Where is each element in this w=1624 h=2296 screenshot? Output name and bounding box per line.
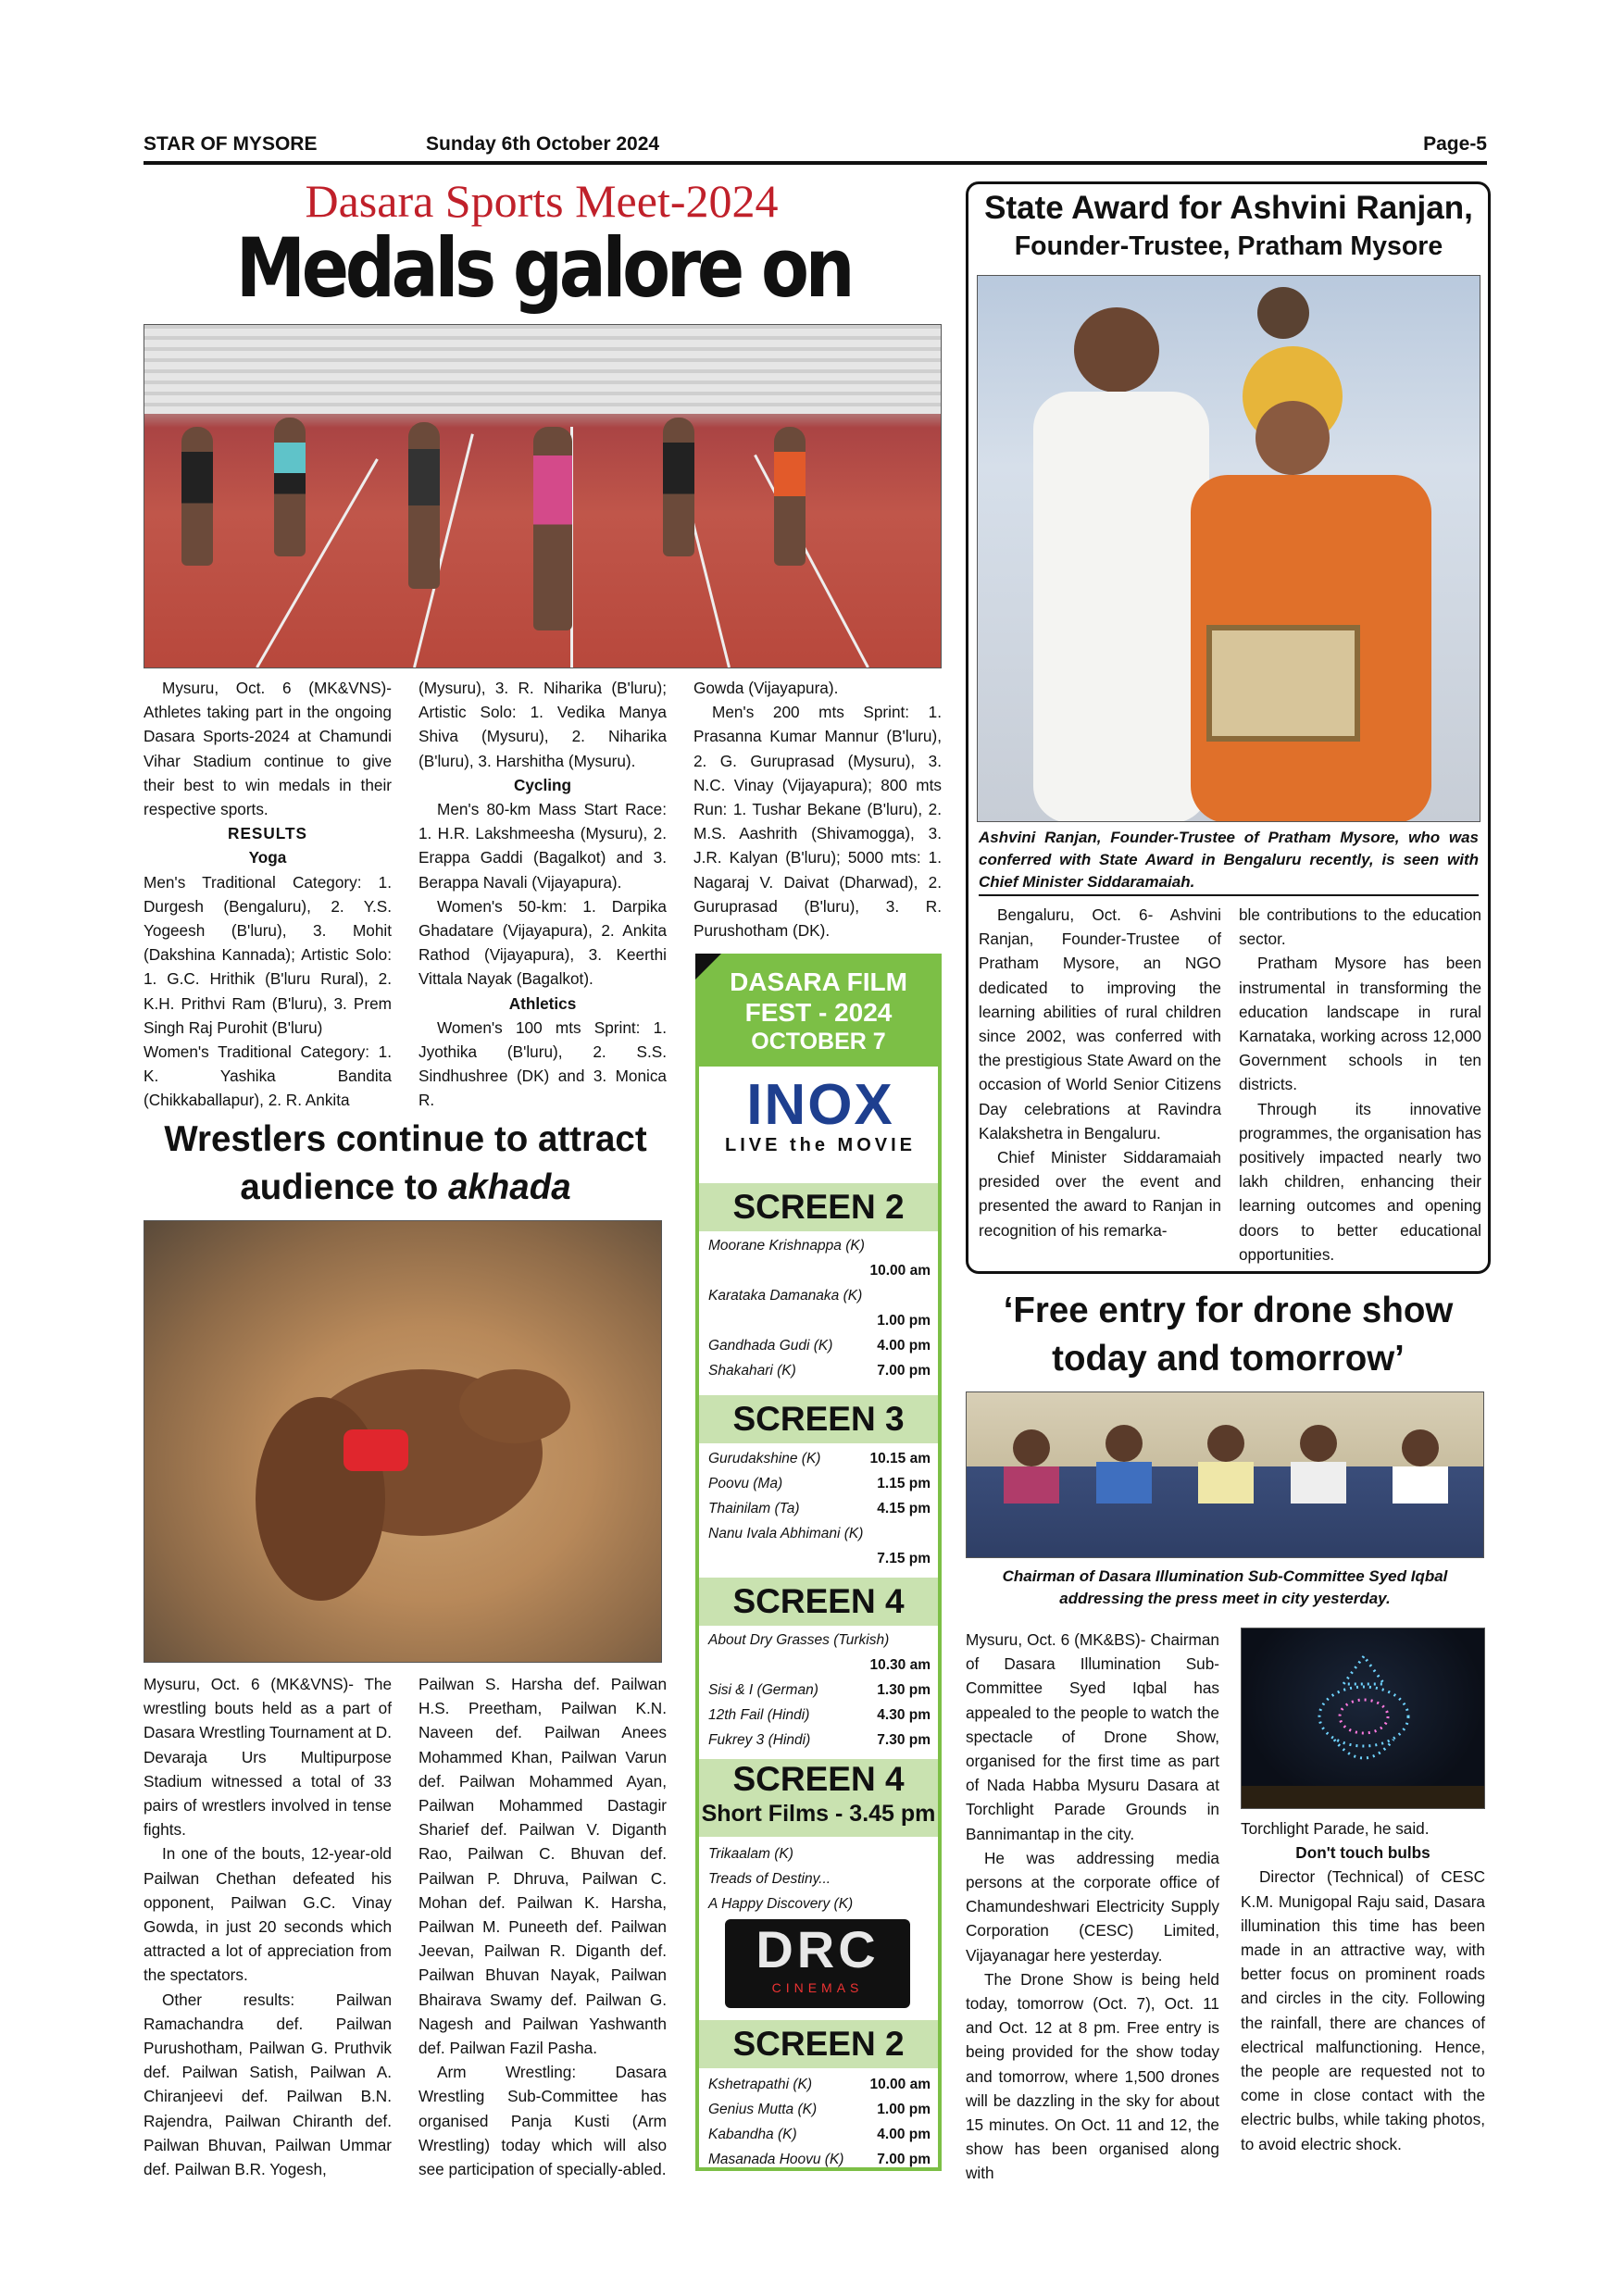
cycling-subhead: Cycling — [513, 775, 572, 794]
film-fest-banner-line1: DASARA FILM — [730, 967, 907, 996]
wrestling-results-para: Other results: Pailwan Ramachandra def. Pailwan Purushotham, Pailwan G. Pruthvik def. Pailwan Satish, Pailwan A. Chiranjeevi def. Pailwan B.N. Rajendra, Pailwan Chiranth def. Pailwan Bhuvan, Pailwan Ummar def. Pailwan B.R. Yogesh, — [144, 1990, 392, 2179]
yoga-women-results-cont: (Mysuru), 3. R. Niharika (B'luru); Artistic Solo: 1. Vedika Manya Shiva (Mysuru), 2. Niharika (B'luru), 3. Harshitha (Mysuru). — [418, 679, 667, 770]
paper-name: STAR OF MYSORE — [144, 133, 318, 155]
film-listing: Genius Mutta (K) 1.00 pm — [708, 2102, 931, 2117]
inox-wordmark: INOX — [746, 1073, 894, 1137]
film-listing: Nanu Ivala Abhimani (K) 7.15 pm — [708, 1526, 931, 1566]
wrestling-results-cont: Pailwan S. Harsha def. Pailwan H.S. Preetham, Pailwan K.N. Naveen def. Pailwan Anees Mohammed Khan, Pailwan Varun def. Pailwan Mohammed Ayan, Pailwan Mohammed Dastagir Sharief def. Pailwan V. Diganth Rao, Pailwan C. Bhuvan def. Pailwan P. Dhruva, Pailwan C. Mohan def. Pailwan K. Harsha, Pailwan M. Puneeth def. Pailwan Jeevan, Pailwan R. Diganth def. Pailwan Bhuvan Nayak, Pailwan Bhairava Swamy def. Pailwan G. Nagesh and Pailwan Yashwanth def. Pailwan Fazil Pasha. — [418, 1675, 667, 2058]
wrestling-headline-line2 — [137, 1164, 674, 1212]
screen-heading: SCREEN 2 — [699, 2020, 938, 2068]
drone-column-1 — [966, 1628, 1219, 2186]
wrestling-headline — [137, 1116, 674, 1212]
film-listing: Masanada Hoovu (K) 7.00 pm — [708, 2152, 931, 2167]
award-para-2: Chief Minister Siddaramaiah presided over the event and presented the award to Ranjan in recognition of his remarka- — [979, 1148, 1221, 1240]
cycling-women-results: Women's 50-km: 1. Darpika Ghadatare (Vijayapura), 2. Ankita Rathod (Vijayapura), 3. Keerthi Vittala Nayak (Bagalkot). — [418, 896, 667, 989]
film-fest-box — [695, 954, 942, 2171]
film-listing: Trikaalam (K) — [708, 1846, 793, 1862]
award-para-5: Through its innovative programmes, the organisation has positively impacted nearly two lakh children, enhancing their learning outcomes and opening doors to better educational opportunities. — [1239, 1099, 1481, 1264]
sports-kicker: Dasara Sports Meet-2024 — [305, 175, 779, 227]
issue-date: Sunday 6th October 2024 — [426, 133, 660, 155]
yoga-subhead: Yoga — [248, 848, 287, 867]
drc-tagline: CINEMAS — [771, 1980, 864, 1995]
film-listing: Thainilam (Ta) 4.15 pm — [708, 1501, 931, 1516]
sports-column-2 — [418, 676, 667, 1113]
screen-heading: SCREEN 4 — [699, 1578, 938, 1626]
award-photo-caption: Ashvini Ranjan, Founder-Trustee of Pratham Mysore, who was conferred with State Award in Bengaluru recently, is seen with Chief Minister Siddaramaiah. — [979, 829, 1479, 891]
caption-rule — [979, 894, 1479, 896]
screen-heading-short-films — [699, 1759, 938, 1837]
athletics-women-results: Women's 100 mts Sprint: 1. Jyothika (B'luru), 2. S.S. Sindhushree (DK) and 3. Monica R. — [418, 1017, 667, 1110]
film-listing: A Happy Discovery (K) — [708, 1896, 854, 1912]
film-listing: Poovu (Ma) 1.15 pm — [708, 1476, 931, 1491]
drone-para-2: He was addressing media persons at the corporate office of Chamundeshwari Electricity Supply Corporation (CESC) Limited, Vijayanagar here yesterday. — [966, 1848, 1219, 1965]
wrestling-headline-prefix: audience to — [240, 1167, 448, 1207]
film-listing: 12th Fail (Hindi) 4.30 pm — [708, 1707, 931, 1723]
film-fest-banner-line2: FEST - 2024 — [744, 998, 893, 1027]
drone-show-photo — [1241, 1628, 1485, 1809]
yoga-men-results: Men's Traditional Category: 1. Durgesh (Bengaluru), 2. Y.S. Yogeesh (B'luru), 3. Mohit (Dakshina Kannada); Artistic Solo: 1. G.C. Hrithik (B'luru Rural), 2. K.H. Prithvi Ram (B'luru), 3. Prem Singh Raj Purohit (B'luru) — [144, 872, 392, 1037]
dont-touch-bulbs-subhead: Don't touch bulbs — [1295, 1843, 1430, 1863]
results-subhead: RESULTS — [228, 824, 307, 843]
athletes-race-photo — [144, 324, 942, 668]
award-para-1: Bengaluru, Oct. 6- Ashvini Ranjan, Founder-Trustee of Pratham Mysore, an NGO dedicated to improving the learning abilities of rural children since 2002, was conferred with the prestigious State Award on the occasion of World Senior Citizens Day celebrations at Ravindra Kalakshetra in Bengaluru. — [979, 905, 1221, 1142]
film-listing: Fukrey 3 (Hindi) 7.30 pm — [708, 1732, 931, 1748]
drc-cinemas-logo — [725, 1919, 910, 2008]
sports-column-1 — [144, 676, 392, 1113]
film-listing: Gurudakshine (K) 10.15 am — [708, 1451, 931, 1466]
award-para-4: Pratham Mysore has been instrumental in transforming the education landscape in rural Karnataka, working across 12,000 Government schools in ten districts. — [1239, 954, 1481, 1094]
film-listing: Treads of Destiny... — [708, 1871, 831, 1887]
award-column-2 — [1239, 903, 1481, 1267]
wrestling-bout-photo — [144, 1220, 662, 1663]
drc-wordmark: DRC — [756, 1920, 880, 1978]
inox-logo — [719, 1073, 921, 1168]
arm-wrestling-para: Arm Wrestling: Dasara Wrestling Sub-Committee has organised Panja Kusti (Arm Wrestling) today which will also see participation of specially-abled. — [418, 2063, 667, 2179]
screen-heading: SCREEN 4 — [732, 1760, 905, 1798]
short-films-subheading: Short Films - 3.45 pm — [701, 1801, 936, 1827]
wrestling-headline-italic: akhada — [447, 1167, 571, 1207]
award-ceremony-photo — [977, 275, 1480, 822]
drone-para-1: Mysuru, Oct. 6 (MK&BS)- Chairman of Dasara Illumination Sub-Committee Syed Iqbal has appealed to the people to watch the spectacle of Drone Show, organised for the first time as part of Nada Habba Mysuru Dasara at Torchlight Parade Grounds in Bannimantap in the city. — [966, 1630, 1219, 1843]
inox-tagline: LIVE the MOVIE — [724, 1135, 917, 1155]
sports-column-3 — [693, 676, 942, 942]
cycling-men-results: Men's 80-km Mass Start Race: 1. H.R. Lakshmeesha (Mysuru), 2. Erappa Gaddi (Bagalkot) and 3. Berappa Navali (Vijayapura). — [418, 800, 667, 892]
press-photo-caption: Chairman of Dasara Illumination Sub-Committee Syed Iqbal addressing the press meet in city yesterday. — [1002, 1567, 1448, 1607]
film-listing: Karataka Damanaka (K) 1.00 pm — [708, 1288, 931, 1329]
athletics-men-results: Men's 200 mts Sprint: 1. Prasanna Kumar Mannur (B'luru), 2. G. Guruprasad (Mysuru), 3. N.C. Vinay (Vijayapura); 800 mts Run: 1. Tushar Bekane (B'luru), 2. M.S. Aashrith (Shivamogga), 3. J.R. Kalyan (B'luru); 5000 mts: 1. Nagaraj V. Daivat (Dharwad), 2. Guruprasad (B'luru), 3. R. Purushotham (DK). — [693, 703, 942, 941]
masthead-rule — [144, 161, 1487, 165]
drone-headline-line1: ‘Free entry for drone show — [1003, 1291, 1454, 1330]
drone-para-3: The Drone Show is being held today, tomorrow (Oct. 7), Oct. 11 and Oct. 12 at 8 pm. Free entry is being provided for the show today and tomorrow, where 1,500 drones will be dazzling in the sky for about 15 minutes. On Oct. 11 and 12, the show has been organised along with — [966, 1969, 1219, 2183]
wrestling-intro: Mysuru, Oct. 6 (MK&VNS)- The wrestling bouts held as a part of Dasara Wrestling Tournament at D. Devaraja Urs Multipurpose Stadium witnessed a total of 33 pairs of wrestlers involved in tense fights. — [144, 1675, 392, 1840]
drone-para-5: Director (Technical) of CESC K.M. Munigopal Raju said, Dasara illumination this time has been made in an attractive way, with better focus on prominent roads and circles in the city. Following the rainfall, there are chances of electrical malfunctioning. Hence, the people are requested not to come in close contact with the electric bulbs, while taking photos, to avoid electric shock. — [1241, 1867, 1485, 2153]
athletics-women-results-cont: Gowda (Vijayapura). — [693, 679, 839, 697]
film-listing: About Dry Grasses (Turkish) 10.30 am — [708, 1632, 931, 1673]
athletics-subhead: Athletics — [508, 993, 577, 1013]
sports-headline: Medals galore on — [235, 220, 852, 316]
film-listing: Shakahari (K) 7.00 pm — [708, 1363, 931, 1379]
film-listing: Moorane Krishnappa (K) 10.00 am — [708, 1238, 931, 1279]
film-listing: Kshetrapathi (K) 10.00 am — [708, 2077, 931, 2092]
wrestling-column-1 — [144, 1672, 392, 2181]
wrestling-headline-line1: Wrestlers continue to attract — [164, 1119, 647, 1159]
drone-column-2 — [1241, 1816, 1485, 2156]
drone-para-4: Torchlight Parade, he said. — [1241, 1819, 1430, 1838]
press-meet-photo — [966, 1391, 1484, 1558]
screen-heading: SCREEN 3 — [699, 1395, 938, 1443]
award-para-3: ble contributions to the education sector. — [1239, 905, 1481, 949]
yoga-women-results: Women's Traditional Category: 1. K. Yashika Bandita (Chikkaballapur), 2. R. Ankita — [144, 1042, 392, 1110]
drone-headline-line2: today and tomorrow’ — [1052, 1339, 1405, 1379]
award-column-1 — [979, 903, 1221, 1242]
film-listing: Sisi & I (German) 1.30 pm — [708, 1682, 931, 1698]
corner-triangle-icon — [695, 954, 721, 980]
drone-headline — [966, 1287, 1491, 1383]
film-fest-banner-line3: OCTOBER 7 — [751, 1029, 886, 1054]
award-subheadline: Founder-Trustee, Pratham Mysore — [1014, 231, 1443, 261]
page-number: Page-5 — [1423, 133, 1487, 155]
film-listing: Gandhada Gudi (K) 4.00 pm — [708, 1338, 931, 1354]
wrestling-bout-para: In one of the bouts, 12-year-old Pailwan Chethan defeated his opponent, Pailwan G.C. Vinay Gowda, in just 20 seconds which attracted a lot of appreciation from the spectators. — [144, 1844, 392, 1985]
wrestling-column-2 — [418, 1672, 667, 2181]
screen-heading: SCREEN 2 — [699, 1183, 938, 1231]
film-fest-banner — [699, 957, 938, 1067]
film-listing: Kabandha (K) 4.00 pm — [708, 2127, 931, 2142]
sports-intro: Mysuru, Oct. 6 (MK&VNS)- Athletes taking part in the ongoing Dasara Sports-2024 at Chamundi Vihar Stadium continue to give their best to win medals in their respective sports. — [144, 679, 392, 819]
award-headline: State Award for Ashvini Ranjan, — [984, 190, 1473, 226]
